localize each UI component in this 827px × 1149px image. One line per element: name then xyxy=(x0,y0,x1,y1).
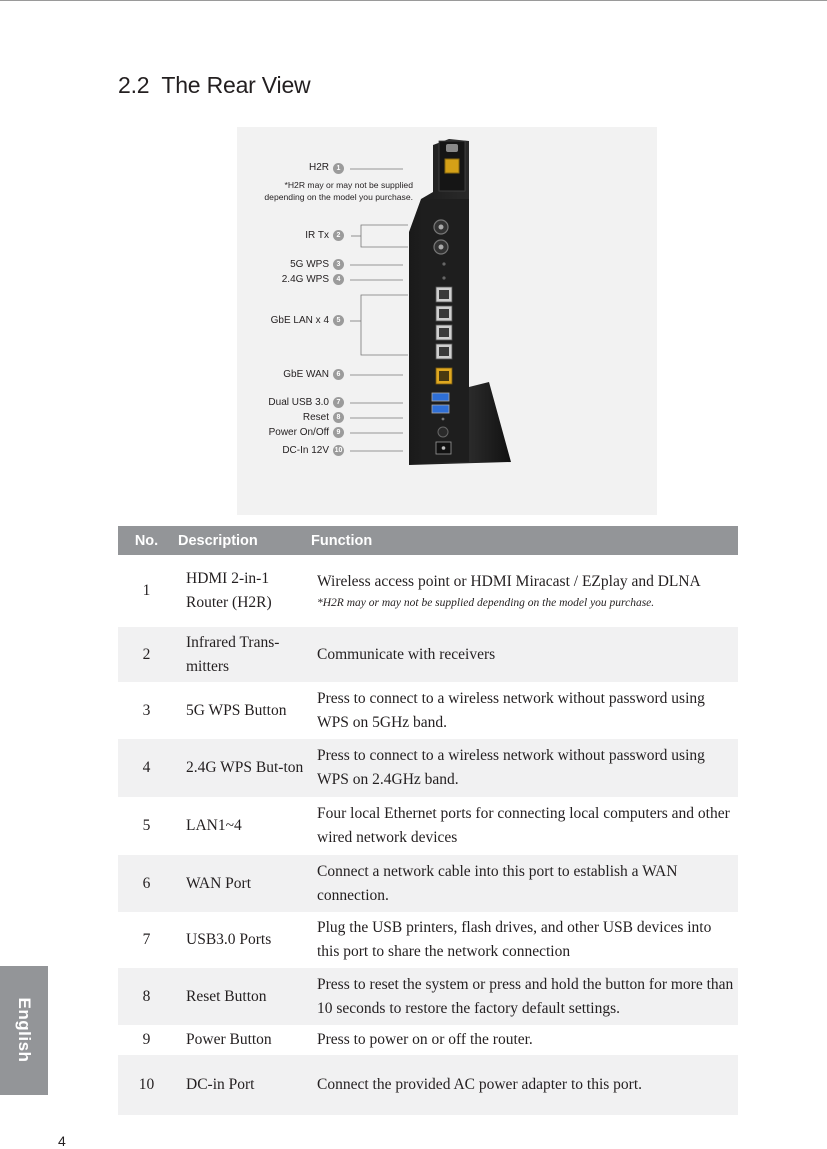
usb-port-2 xyxy=(432,405,449,413)
callout-label-24g-wps: 2.4G WPS xyxy=(281,274,329,285)
row-no: 6 xyxy=(118,855,175,912)
table-row xyxy=(118,739,738,797)
callout-badge-3: 3 xyxy=(333,259,344,270)
callout-badge-2: 2 xyxy=(333,230,344,241)
callout-label-5g-wps: 5G WPS xyxy=(290,259,329,270)
table-row xyxy=(118,627,738,682)
callout-badge-1: 1 xyxy=(333,163,344,174)
callout-label-power: Power On/Off xyxy=(268,427,329,438)
rear-view-figure xyxy=(237,127,657,515)
table-row xyxy=(118,968,738,1025)
header-description: Description xyxy=(175,526,311,555)
wps-5g-button xyxy=(442,262,445,265)
row-function: Press to power on or off the router. xyxy=(317,1031,533,1048)
table-row xyxy=(118,912,738,968)
row-function-note: *H2R may or may not be supplied depending on the model you purchase. xyxy=(317,597,655,609)
callout-badge-10: 10 xyxy=(334,447,343,454)
row-description: 2.4G WPS But-ton xyxy=(175,739,311,797)
callout-label-dc-in: DC-In 12V xyxy=(282,445,329,456)
row-function: Press to reset the system or press and hold the button for more than 10 seconds to restore the factory default settings. xyxy=(311,968,738,1025)
table-row xyxy=(118,1025,738,1055)
row-no: 5 xyxy=(142,817,151,834)
h2r-note-line2: depending on the model you purchase. xyxy=(264,192,413,202)
row-no: 3 xyxy=(142,701,151,719)
usb-port-1 xyxy=(432,393,449,401)
row-function: Press to connect to a wireless network without password using WPS on 5GHz band. xyxy=(317,689,705,731)
callout-badge-9: 9 xyxy=(333,427,344,438)
row-no: 9 xyxy=(142,1031,151,1048)
callout-label-gbe-wan: GbE WAN xyxy=(283,369,329,380)
section-title: 2.2 The Rear View xyxy=(118,72,311,98)
row-function-text: Wireless access point or HDMI Miracast / EZplay and DLNA xyxy=(317,573,701,590)
row-no: 2 xyxy=(118,627,175,682)
page-number: 4 xyxy=(58,1133,66,1149)
reset-hole xyxy=(442,418,445,421)
row-no: 1 xyxy=(142,582,151,599)
callout-label-ir-tx: IR Tx xyxy=(305,230,329,241)
table-row xyxy=(118,1055,738,1115)
row-description: WAN Port xyxy=(175,855,311,912)
row-description: LAN1~4 xyxy=(186,817,242,834)
callout-label-h2r: H2R xyxy=(308,162,329,173)
callout-badge-4: 4 xyxy=(333,274,344,285)
rear-view-table xyxy=(118,526,738,1115)
callout-label-reset: Reset xyxy=(302,412,329,423)
row-function: Plug the USB printers, flash drives, and other USB devices into this port to share the network connection xyxy=(317,919,712,960)
row-no: 7 xyxy=(142,931,151,948)
table-header-row xyxy=(118,526,738,555)
row-description: HDMI 2-in-1 Router (H2R) xyxy=(186,570,272,611)
callout-leader-lines xyxy=(350,169,408,451)
row-no: 10 xyxy=(118,1055,175,1115)
callout-label-gbe-lan: GbE LAN x 4 xyxy=(270,315,329,326)
row-no: 4 xyxy=(118,739,175,797)
callout-badge-5: 5 xyxy=(333,315,344,326)
table-row xyxy=(118,682,738,739)
row-function: Four local Ethernet ports for connecting local computers and other wired network devices xyxy=(317,805,730,846)
row-function: Press to connect to a wireless network without password using WPS on 2.4GHz band. xyxy=(311,739,738,797)
language-side-tab xyxy=(0,966,48,1095)
row-function: Connect a network cable into this port to establish a WAN connection. xyxy=(311,855,738,912)
row-description: Infrared Trans-mitters xyxy=(175,627,311,682)
row-description: 5G WPS Button xyxy=(186,701,287,719)
h2r-port xyxy=(445,159,459,173)
callout-badge-6: 6 xyxy=(333,369,344,380)
row-function xyxy=(311,555,738,627)
callout-badge-7: 7 xyxy=(333,397,344,408)
wps-24g-button xyxy=(442,276,445,279)
h2r-note xyxy=(264,179,413,203)
callout-label-dual-usb: Dual USB 3.0 xyxy=(268,397,329,408)
row-description: Reset Button xyxy=(175,968,311,1025)
table-row xyxy=(118,797,738,855)
table-row xyxy=(118,555,738,627)
row-description: Power Button xyxy=(186,1031,272,1048)
row-description: USB3.0 Ports xyxy=(186,931,272,948)
header-no: No. xyxy=(118,526,175,555)
header-function: Function xyxy=(311,526,738,555)
language-tab-label: English xyxy=(15,997,34,1063)
top-rule xyxy=(0,0,827,1)
row-no: 8 xyxy=(118,968,175,1025)
table-row xyxy=(118,855,738,912)
h2r-note-line1: *H2R may or may not be supplied xyxy=(284,180,413,190)
row-function: Connect the provided AC power adapter to this port. xyxy=(311,1055,738,1115)
row-description: DC-in Port xyxy=(175,1055,311,1115)
row-function: Communicate with receivers xyxy=(311,627,738,682)
power-button xyxy=(438,427,448,437)
callout-badge-8: 8 xyxy=(333,412,344,423)
